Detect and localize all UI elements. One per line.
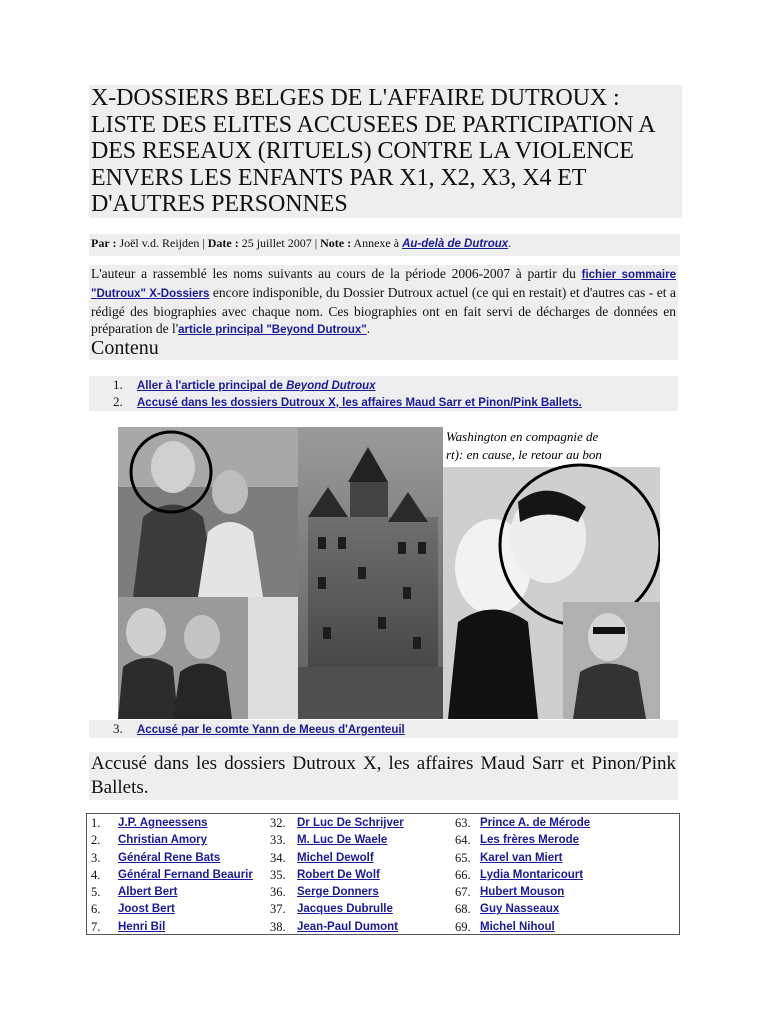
intro-paragraph <box>89 265 678 360</box>
name-link[interactable]: Joost Bert <box>118 903 175 916</box>
name-link[interactable]: Christian Amory <box>118 834 208 847</box>
toc-number: 1. <box>113 377 123 392</box>
row-number: 36. <box>270 885 286 900</box>
contents-heading: Contenu <box>91 337 159 359</box>
section-heading: Accusé dans les dossiers Dutroux X, les affaires Maud Sarr et Pinon/Pink Ballets. <box>91 753 676 798</box>
intro-text-1: L'auteur a rassemblé les noms suivants au cours de la période 2006-2007 à partir du <box>91 266 582 281</box>
toc-link-main-article[interactable] <box>137 380 376 392</box>
name-link[interactable]: Général Fernand Beaurir <box>118 868 253 881</box>
meta-par-label: Par : <box>91 236 117 250</box>
name-link[interactable]: Prince A. de Mérode <box>480 817 591 829</box>
row-number: 37. <box>270 902 286 917</box>
row-number: 6. <box>91 902 101 917</box>
row-number: 3. <box>91 850 101 865</box>
row-number: 5. <box>91 885 101 900</box>
row-number: 35. <box>270 867 286 882</box>
meta-note-label: Note : <box>320 236 352 250</box>
name-link[interactable]: Guy Nasseaux <box>480 903 560 916</box>
row-number: 32. <box>270 816 286 830</box>
row-number: 66. <box>455 867 471 882</box>
name-link[interactable]: Michel Nihoul <box>480 920 555 933</box>
name-link[interactable]: Michel Dewolf <box>297 851 374 864</box>
row-number: 68. <box>455 902 471 917</box>
toc-link-italic: Beyond Dutroux <box>286 380 376 392</box>
name-link[interactable]: M. Luc De Waele <box>297 834 388 847</box>
row-number: 34. <box>270 850 286 865</box>
name-link[interactable]: Hubert Mouson <box>480 886 565 899</box>
table-of-contents <box>89 376 678 411</box>
toc-item-1 <box>89 376 678 393</box>
beyond-dutroux-link[interactable]: Au-delà de Dutroux <box>402 238 509 250</box>
intro-text-2: encore indisponible, du Dossier Dutroux actuel (ce qui en restait) et d'autres cas - et a rédigé des biographies avec chaque nom. Ces biographies ont en fait servi de décharges de données en préparation de l' <box>91 285 676 336</box>
name-link[interactable]: Dr Luc De Schrijver <box>297 817 404 829</box>
row-number: 38. <box>270 919 286 934</box>
article-meta <box>89 234 680 256</box>
row-number: 64. <box>455 833 471 848</box>
row-number: 65. <box>455 850 471 865</box>
name-link[interactable]: Albert Bert <box>118 886 178 899</box>
meta-date-label: Date : <box>207 236 239 250</box>
toc-number: 3. <box>113 721 123 736</box>
page-title: X-DOSSIERS BELGES DE L'AFFAIRE DUTROUX : LISTE DES ELITES ACCUSEES DE PARTICIPATION A DES RESEAUX (RITUELS) CONTRE LA VIOLENCE ENVERS LES ENFANTS PAR X1, X2, X3, X4 ET D'AUTRES PERSONNES <box>91 85 655 217</box>
meta-date: 25 juillet 2007 | <box>238 236 321 250</box>
name-link[interactable]: Jean-Paul Dumont <box>297 920 398 933</box>
title-block <box>89 85 682 218</box>
meta-note-end: . <box>508 236 512 250</box>
toc-link-count-accused[interactable]: Accusé par le comte Yann de Meeus d'Argenteuil <box>137 724 405 736</box>
row-number: 69. <box>455 919 471 934</box>
main-article-link[interactable]: article principal "Beyond Dutroux" <box>178 324 367 336</box>
name-link[interactable]: Les frères Merode <box>480 834 580 847</box>
collage-image <box>118 427 660 719</box>
name-link[interactable]: Jacques Dubrulle <box>297 903 393 916</box>
toc-link-text: Aller à l'article principal de <box>137 380 287 392</box>
meta-author: Joël v.d. Reijden | <box>116 236 208 250</box>
intro-text-3: . <box>366 321 371 336</box>
toc-item-3-list <box>89 720 678 738</box>
meta-note: Annexe à <box>351 236 403 250</box>
newspaper-caption-2: rt): en cause, le retour au bon <box>446 447 602 462</box>
row-number: 63. <box>455 816 471 830</box>
row-number: 4. <box>91 867 101 882</box>
x-dossiers-link[interactable]: fichier sommaire "Dutroux" X-Dossiers <box>91 269 676 300</box>
toc-item-2 <box>89 393 678 410</box>
name-link[interactable]: J.P. Agneessens <box>118 817 208 829</box>
photo-collage <box>118 427 660 719</box>
name-link[interactable]: Karel van Miert <box>480 851 563 864</box>
name-link[interactable]: Lydia Montaricourt <box>480 868 584 881</box>
toc-link-accused-dossiers[interactable]: Accusé dans les dossiers Dutroux X, les affaires Maud Sarr et Pinon/Pink Ballets. <box>137 397 582 409</box>
row-number: 7. <box>91 919 101 934</box>
name-link[interactable]: Général Rene Bats <box>118 851 221 864</box>
toc-number: 2. <box>113 394 123 409</box>
row-number: 1. <box>91 816 101 830</box>
newspaper-caption-1: Washington en compagnie de <box>446 429 599 444</box>
row-number: 33. <box>270 833 286 848</box>
name-link[interactable]: Robert De Wolf <box>297 868 380 881</box>
toc-item-3 <box>89 720 678 739</box>
row-number: 67. <box>455 885 471 900</box>
name-link[interactable]: Serge Donners <box>297 886 379 899</box>
row-number: 2. <box>91 833 101 848</box>
name-link[interactable]: Henri Bil <box>118 920 166 933</box>
names-table <box>86 813 680 935</box>
